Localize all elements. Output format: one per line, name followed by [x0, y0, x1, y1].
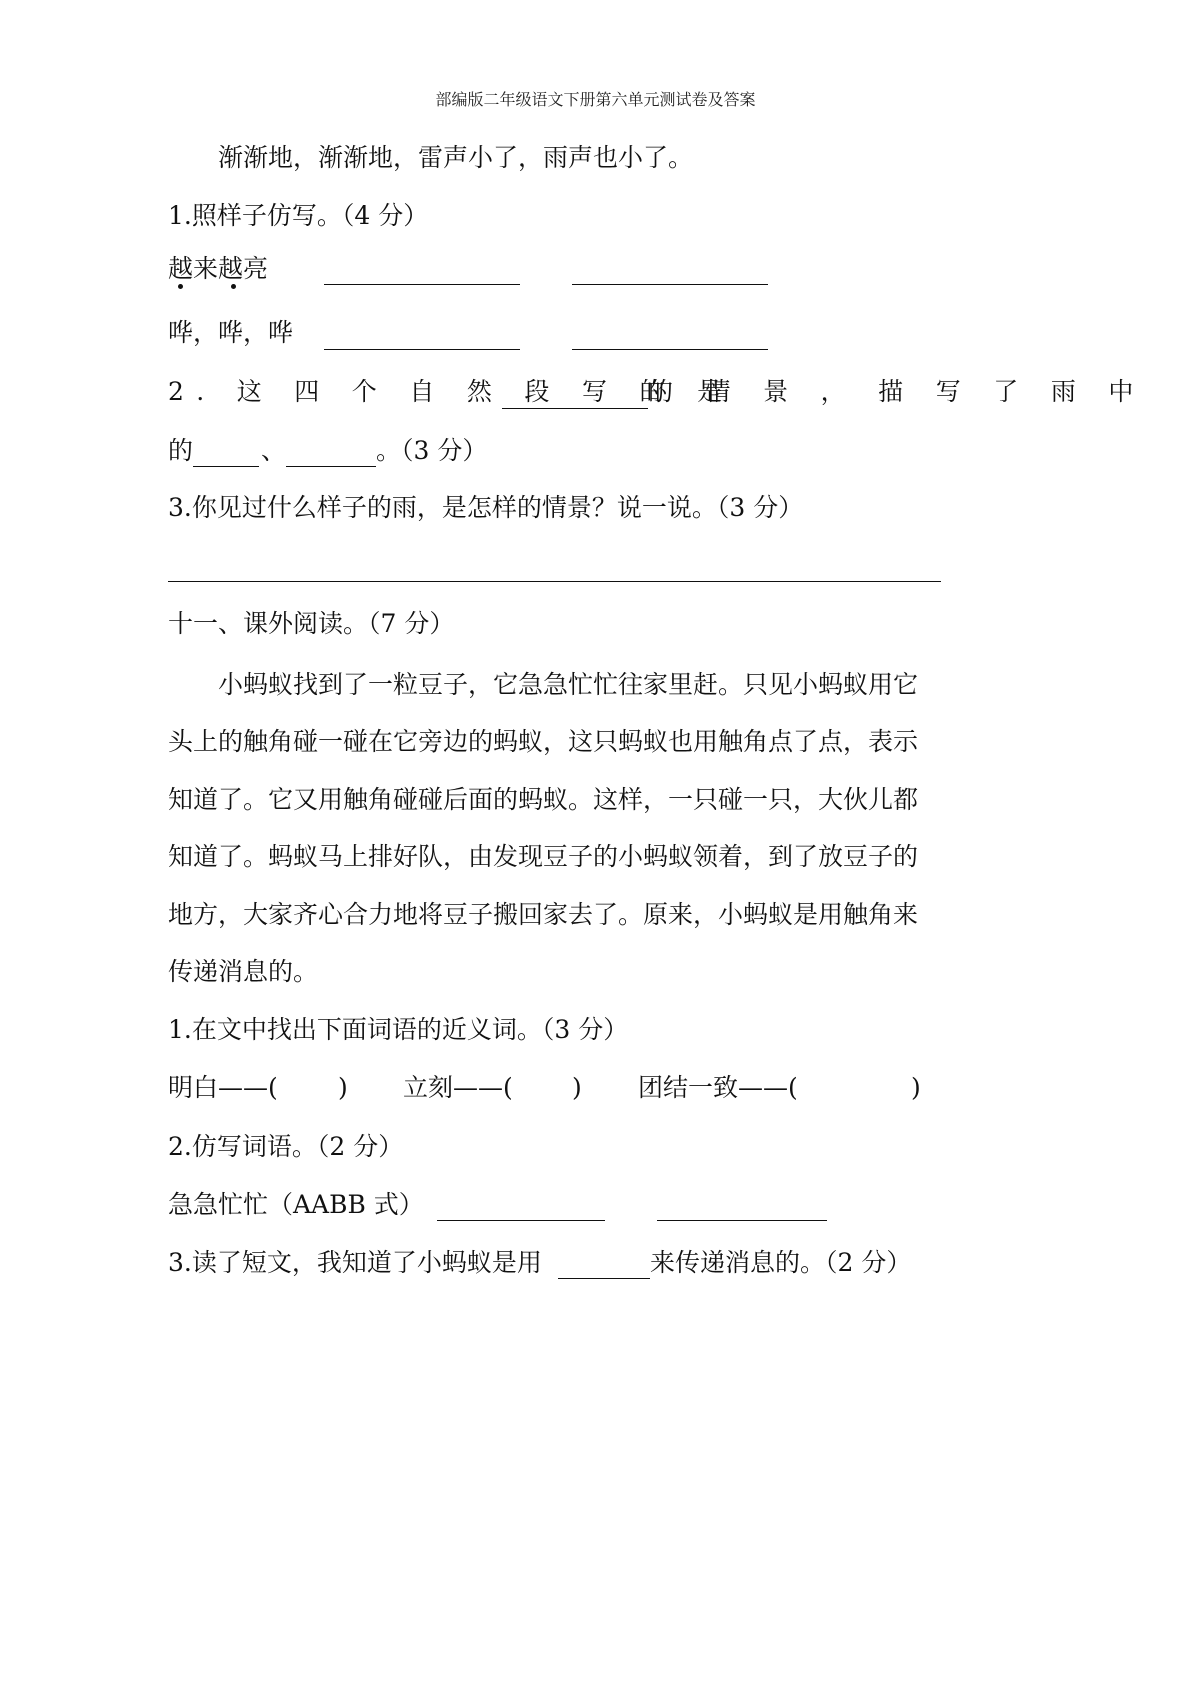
reading-line: 知道了。它又用触角碰碰后面的蚂蚁。这样，一只碰一只，大伙儿都	[168, 785, 919, 814]
answer-line[interactable]	[168, 581, 941, 582]
answer-blank[interactable]	[572, 349, 768, 350]
answer-blank[interactable]	[657, 1220, 827, 1221]
question-2-sep: 、	[261, 436, 287, 465]
answer-blank[interactable]	[324, 349, 520, 350]
synonym-item-3-open: 团结一致——(	[638, 1073, 798, 1102]
question-2-part2: 的 情 景 ， 描 写 了 雨 中	[648, 377, 1146, 406]
reading-line: 知道了。蚂蚁马上排好队，由发现豆子的小蚂蚁领着，到了放豆子的	[168, 842, 919, 871]
question-1-title: 1.照样子仿写。（4 分）	[168, 201, 429, 230]
section-11-title: 十一、课外阅读。（7 分）	[168, 609, 455, 638]
example-word-2: 哗，哗，哗	[168, 318, 294, 347]
synonym-item-1-open: 明白——(	[168, 1073, 278, 1102]
reading-line: 地方，大家齐心合力地将豆子搬回家去了。原来，小蚂蚁是用触角来	[168, 900, 919, 929]
question-2-part4: 。（3 分）	[376, 436, 488, 465]
answer-blank[interactable]	[572, 284, 768, 285]
section-11-q2-title: 2.仿写词语。（2 分）	[168, 1132, 404, 1161]
section-11-q1-title: 1.在文中找出下面词语的近义词。（3 分）	[168, 1015, 629, 1044]
answer-blank[interactable]	[502, 408, 648, 409]
question-2-part3: 的	[168, 436, 194, 465]
synonym-item-3-close: )	[911, 1073, 921, 1102]
passage-last-line: 渐渐地，渐渐地，雷声小了，雨声也小了。	[218, 143, 694, 172]
example-word-1: 越来越亮	[168, 254, 269, 283]
question-3-text: 3.你见过什么样子的雨，是怎样的情景？说一说。（3 分）	[168, 493, 804, 522]
answer-blank[interactable]	[286, 466, 376, 467]
page-header: 部编版二年级语文下册第六单元测试卷及答案	[435, 90, 756, 109]
aabb-example: 急急忙忙（AABB 式）	[168, 1190, 424, 1219]
answer-blank[interactable]	[193, 466, 259, 467]
section-11-q3-part1: 3.读了短文，我知道了小蚂蚁是用	[168, 1248, 542, 1277]
emphasis-dot	[178, 284, 183, 289]
synonym-item-2-close: )	[572, 1073, 582, 1102]
section-11-q3-part2: 来传递消息的。（2 分）	[650, 1248, 912, 1277]
synonym-item-1-close: )	[338, 1073, 348, 1102]
question-2-part1: 2. 这 四 个 自 然 段 写 的 是	[168, 377, 735, 406]
reading-line: 头上的触角碰一碰在它旁边的蚂蚁，这只蚂蚁也用触角点了点，表示	[168, 727, 919, 756]
answer-blank[interactable]	[437, 1220, 605, 1221]
emphasis-dot	[231, 284, 236, 289]
synonym-item-2-open: 立刻——(	[403, 1073, 513, 1102]
reading-line: 传递消息的。	[168, 957, 319, 986]
answer-blank[interactable]	[324, 284, 520, 285]
reading-line: 小蚂蚁找到了一粒豆子，它急急忙忙往家里赶。只见小蚂蚁用它	[218, 670, 919, 699]
answer-blank[interactable]	[558, 1278, 650, 1279]
